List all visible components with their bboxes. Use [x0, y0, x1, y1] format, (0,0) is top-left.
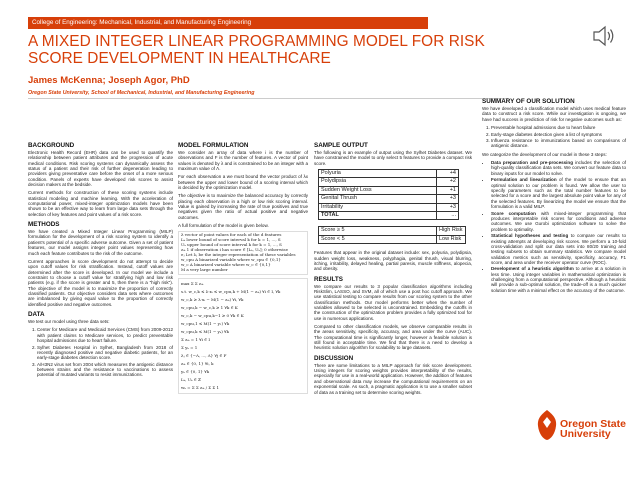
college-banner: College of Engineering: Mechanical, Industrial, and Manufacturing Engineering	[28, 17, 428, 29]
feature-points: +2	[437, 178, 459, 186]
definition-row: λ vector of point values for each of the d features	[181, 232, 282, 238]
step-title: Formulation and linearization	[491, 177, 557, 183]
equation-row: Σ yₖ = 1	[181, 344, 198, 350]
equation-row: zᵢₖ ∈ {0, 1} ∀i, k	[181, 360, 214, 366]
list-item	[491, 233, 626, 265]
feature-points: +3	[437, 195, 459, 203]
list-item: 2. Early-stage diabetes detection given a list of symptoms	[491, 132, 626, 137]
equation-row: w_cpu,1 ≤ M(1 − y₁) ∀k	[181, 320, 230, 326]
score-table	[318, 169, 459, 220]
formulation-paragraph-3: The objective is to maximize the balanced accuracy by correctly placing each observation in a high or low risk scoring interval. Value is gained by increasing the rate of true positives and true negatives given the ratio of actual positive and negative outcomes.	[178, 193, 308, 220]
list-item	[491, 160, 626, 176]
step-text: of the model to ensure that an optimal solution to our problem is found. We allow the user to specify parameters such as the total number features to be selected for a score and the largest absolute point value for any of the selected features. By linearizing the model we ensure that the formulation is a valid MILP.	[491, 177, 626, 210]
step-text: with mixed-integer programming that produces interpretable risk scores for conditions and adverse outcomes. We use Gurobi optimization software to solve the problem to optimality.	[491, 210, 626, 232]
methods-paragraph-1: We have created a Mixed Integer Linear Programming (MILP) formulation for the development of a risk scoring system to identify a patient's potential of a specific adverse outcome. Given a set of patient features, our model assigns integer point values representing how much each feature contributes to the risk of the outcome.	[28, 229, 173, 256]
background-heading: BACKGROUND	[28, 142, 75, 149]
table-row	[319, 235, 466, 243]
total-value: ...	[437, 212, 459, 220]
equation-row: wₖ = Σ Σ zᵢₖ / Σ Σ 1	[181, 384, 219, 390]
column-summary	[482, 98, 626, 296]
beaver-mark-icon	[534, 408, 560, 442]
table-row	[319, 227, 466, 235]
table-row	[319, 212, 459, 220]
cutoff-risk: Low Risk	[437, 235, 466, 243]
column-left	[28, 142, 173, 381]
poster-title: A MIXED INTEGER LINEAR PROGRAMMING MODEL FOR RISK SCORE DEVELOPMENT IN HEALTHCARE	[28, 33, 485, 67]
discussion-heading: DISCUSSION	[314, 354, 354, 362]
definition-row: Lₖ lower bound of score interval k for k = 1, ..., S	[181, 237, 281, 243]
methods-heading: METHODS	[28, 221, 60, 229]
data-heading: DATA	[28, 310, 45, 318]
formulation-paragraph-1: We consider an array of data where i is the number of observations and F is the number of features. A vector of point values is denoted by λ and is constrained to be an integer with a maximum value of Λ.	[178, 150, 308, 172]
equation-row: Lₖ, Uₖ ∈ ℤ	[181, 376, 201, 382]
formulation-paragraph-2: For each observation a we must bound the vector product of λx between the upper and lower bound of a scoring interval which is decided by the optimization model.	[178, 174, 308, 191]
step-text: includes the selection of high-quality classification data sets. We convert our feature data to binary inputs for our model to solve.	[491, 160, 626, 176]
definition-row: zᵢₖ 1 if observation i has score ∈ [Lₖ, Uₖ]; 0 otherwise	[181, 247, 288, 253]
step-title: Development of a heuristic algorithm	[491, 266, 574, 272]
data-intro: We test our model using three data sets:	[28, 318, 110, 324]
model-equations	[178, 278, 308, 394]
feature-name: Polyuria	[319, 170, 437, 178]
cutoff-condition: Score < 5	[319, 235, 437, 243]
total-label: TOTAL	[319, 212, 437, 220]
methods-paragraph-2: Current approaches in score development do not attempt to decide upon cutoff values for risk stratification. Instead, cutoff values are determined after the score is developed. In our model we include a constraint to choose a cutoff value for stratifying high and low risk patients (e.g. if the score is greater and 5, then there is a "high risk"). The objective of the model is to maximize the proportion of correctly classified patients. Our objective considers data sets where outcomes are imbalanced by giving equal value to the proportion of correctly identified positive and negative outcomes.	[28, 258, 173, 307]
background-paragraph-2: Current methods for construction of these scoring systems include statistical modeling and machine learning. With the acceleration of computational power, mixed-integer optimization models have been shown to be an effective way to learn from large data sets through the selection of key features and point values of a risk score.	[28, 190, 173, 217]
list-item	[491, 211, 626, 232]
background-paragraph-1: Electronic Health Record (EHR) data can be used to quantify the relationship between patient attributes and the progression of acute medical conditions. Risk scoring systems can dynamically assess the status of a patient and their risk of further degeneration leading to providers giving preventative care before the onset of a more serious condition. Panels of experts have developed risk scores to assist decision makers at the bedside.	[28, 150, 173, 188]
summary-paragraph-2: We categorize the development of our model in these 3 steps:	[482, 151, 607, 157]
table-row	[319, 170, 459, 178]
list-item: 3. Influenza resistance to immunizations based on comparisons of antigenic distance.	[491, 138, 626, 149]
step-title: Data preparation and pre-processing	[491, 160, 573, 166]
sample-features-text: Features that appear in the original dataset include: sex, polyuria, polydipsia, sudden weight loss, weakness, polyphagia, genital thrush, visual blurring, itching, irritability, delayed healing, partial paresis, muscle stiffness, alopecia, and obesity.	[314, 250, 472, 272]
outcome-list	[491, 125, 626, 149]
cutoff-table	[318, 226, 466, 244]
feature-points: +4	[437, 170, 459, 178]
feature-points: +3	[437, 203, 459, 211]
definition-row: eⱼ Let λⱼ be the integer representation of these variables	[181, 252, 296, 258]
equation-row: w_c,k − w_cpu,k−1 ≥ 0 ∀k ∈ K	[181, 312, 244, 318]
step-title: Statistical hypotheses and testing	[491, 233, 569, 239]
list-item	[491, 177, 626, 209]
definition-row: w_c A binarized variable where w_c ∈ {0,1}	[181, 261, 271, 267]
osu-wordmark: Oregon State University	[560, 418, 626, 440]
list-item: 1. Center for Medicare and Medicaid Services (CMS) from 2009-2012 with patient claims to Medicare services, to predict preventable hospital admissions due to heart failure.	[37, 327, 173, 343]
definition-row: Uₖ upper bound of score interval k for k = 1, ..., S	[181, 242, 282, 248]
header-divider	[28, 98, 508, 99]
sample-heading: SAMPLE OUTPUT	[314, 142, 368, 149]
equation-row: w_cpu,k − w_c,k ≥ 1 ∀k ∈ K	[181, 304, 238, 310]
column-results	[314, 142, 472, 398]
list-item	[491, 266, 626, 293]
results-heading: RESULTS	[314, 275, 343, 283]
cutoff-condition: Score ≥ 5	[319, 227, 437, 235]
list-item: 2. Sylhet Diabetes Hospital in Sylhet, Bangladesh from 2018 of recently diagnosed positive and negative diabetic patients, for an early-stage diabetes detection score.	[37, 345, 173, 361]
table-row	[319, 178, 459, 186]
sample-intro: The following is an example of output using the Sylhet Diabetes dataset. We have constrained the model to only select 5 features to provide a compact risk score.	[314, 150, 472, 166]
formulation-paragraph-4: A full formulation of the model is given below.	[178, 223, 269, 229]
definitions-block	[178, 231, 308, 274]
steps-list	[491, 160, 626, 293]
feature-points: +1	[437, 186, 459, 194]
feature-name: Genital Thrush	[319, 195, 437, 203]
equation-row: yₖ ∈ {0, 1} ∀k	[181, 368, 210, 374]
feature-name: Sudden Weight Loss	[319, 186, 437, 194]
step-text: to arrive at a solution in less time. Using integer variables in mathematical optimization is challenging from a computational perspective. Although a heuristic will provide a sub-optimal solution, the trade-off is a much quicker solution time with a minimal effect on the accuracy of the outcome.	[491, 266, 626, 293]
equation-row: w_cpu,k ≤ M(1 − yₖ) ∀k	[181, 328, 229, 334]
equation-row: w_c,k ≥ λ·xᵢ − M(1 − zᵢₖ) ∀i, ∀k	[181, 296, 244, 302]
results-paragraph-1: We compare our results to 3 popular classification algorithms including RiskSlim, LASSO, and SVM, all of which use a post hoc cutoff approach. We use statistical testing to compare results from our scoring system to the other classification methods. Our model performs better when the number of variables allowed to be selected is unconstrained. Embedding the cutoffs in the construction of the optimization problem provides a fully optimized tool for use in numerous applications.	[314, 283, 472, 321]
equation-row: λⱼ ∈ {−Λ, ..., Λ} ∀j ∈ F	[181, 352, 227, 358]
step-title: Score computation	[491, 210, 536, 216]
formulation-heading: MODEL FORMULATION	[178, 142, 249, 149]
list-item: 1. Preventable hospital admissions due to heart failure	[491, 125, 626, 130]
affiliation: Oregon State University, School of Mechanical, Industrial, and Manufacturing Engineering	[28, 90, 255, 96]
definition-row: w_cpu A binarized variable where w_cpu ∈ {0,1}	[181, 257, 281, 262]
discussion-paragraph: There are some limitations to a MILP approach for risk score development. Using integers for scoring weights provides interpretability of the results, especially for use in a real-world application. However, the addition of features and observational data may increase the computational requirements on an exponential scale. As such, a pragmatic application is to use a smaller subset of data as a training set to determine scoring weights.	[314, 362, 472, 395]
authors: James McKenna; Joseph Agor, PhD	[28, 75, 190, 86]
results-paragraph-2: Compared to other classification models, we observe comparable results in the areas sensitivity, specificity, accuracy, and area under the curve (AUC). The computational time is significantly longer, however a feasible solution is still found in acceptable time. We find that there is a need to develop a heuristic solution algorithm for scalability to large datasets.	[314, 324, 472, 351]
list-item: 3. A/H3N2 virus set from 2004 which measures the antigenic distance between strains and the resistance to vaccinations to assess potential of mutated variants to resist immunizations.	[37, 362, 173, 378]
step-text: to compare our results to existing attempts at developing risk scores. We perform a 10-fold cross-validation and split our data sets into 80/20 training and testing subsets to obtain summary statistics. We compare model validation metrics such as sensitivity, specificity, accuracy, F1 score, and area under the receiver operator curve (ROC).	[491, 233, 626, 265]
data-list	[37, 327, 173, 377]
equation-row: Σ zᵢₖ = 1 ∀i ∈ I	[181, 336, 210, 342]
column-formulation	[178, 142, 308, 397]
table-row	[319, 186, 459, 194]
summary-heading: SUMMARY OF OUR SOLUTION	[482, 98, 575, 105]
osu-logo	[534, 408, 632, 444]
feature-name: Irritability	[319, 203, 437, 211]
cutoff-risk: High Risk	[437, 227, 466, 235]
equation-row: s.t. w_c,k ≤ λ·xᵢ ≤ w_cpu,k + M(1 − zᵢₖ) ∀i ∈ I, ∀k	[181, 288, 281, 294]
summary-paragraph-1: We have developed a classification model which uses medical feature data to construct a risk score. While our investigation is ongoing, we have had success in prediction of risk for negative outcomes such as:	[482, 106, 626, 122]
feature-name: Polydipsia	[319, 178, 437, 186]
table-row	[319, 203, 459, 211]
equation-row: max Σ Σ zᵢₖ	[181, 280, 204, 286]
definition-row: M a very large number	[181, 266, 228, 272]
speaker-icon[interactable]	[590, 22, 618, 50]
table-row	[319, 195, 459, 203]
